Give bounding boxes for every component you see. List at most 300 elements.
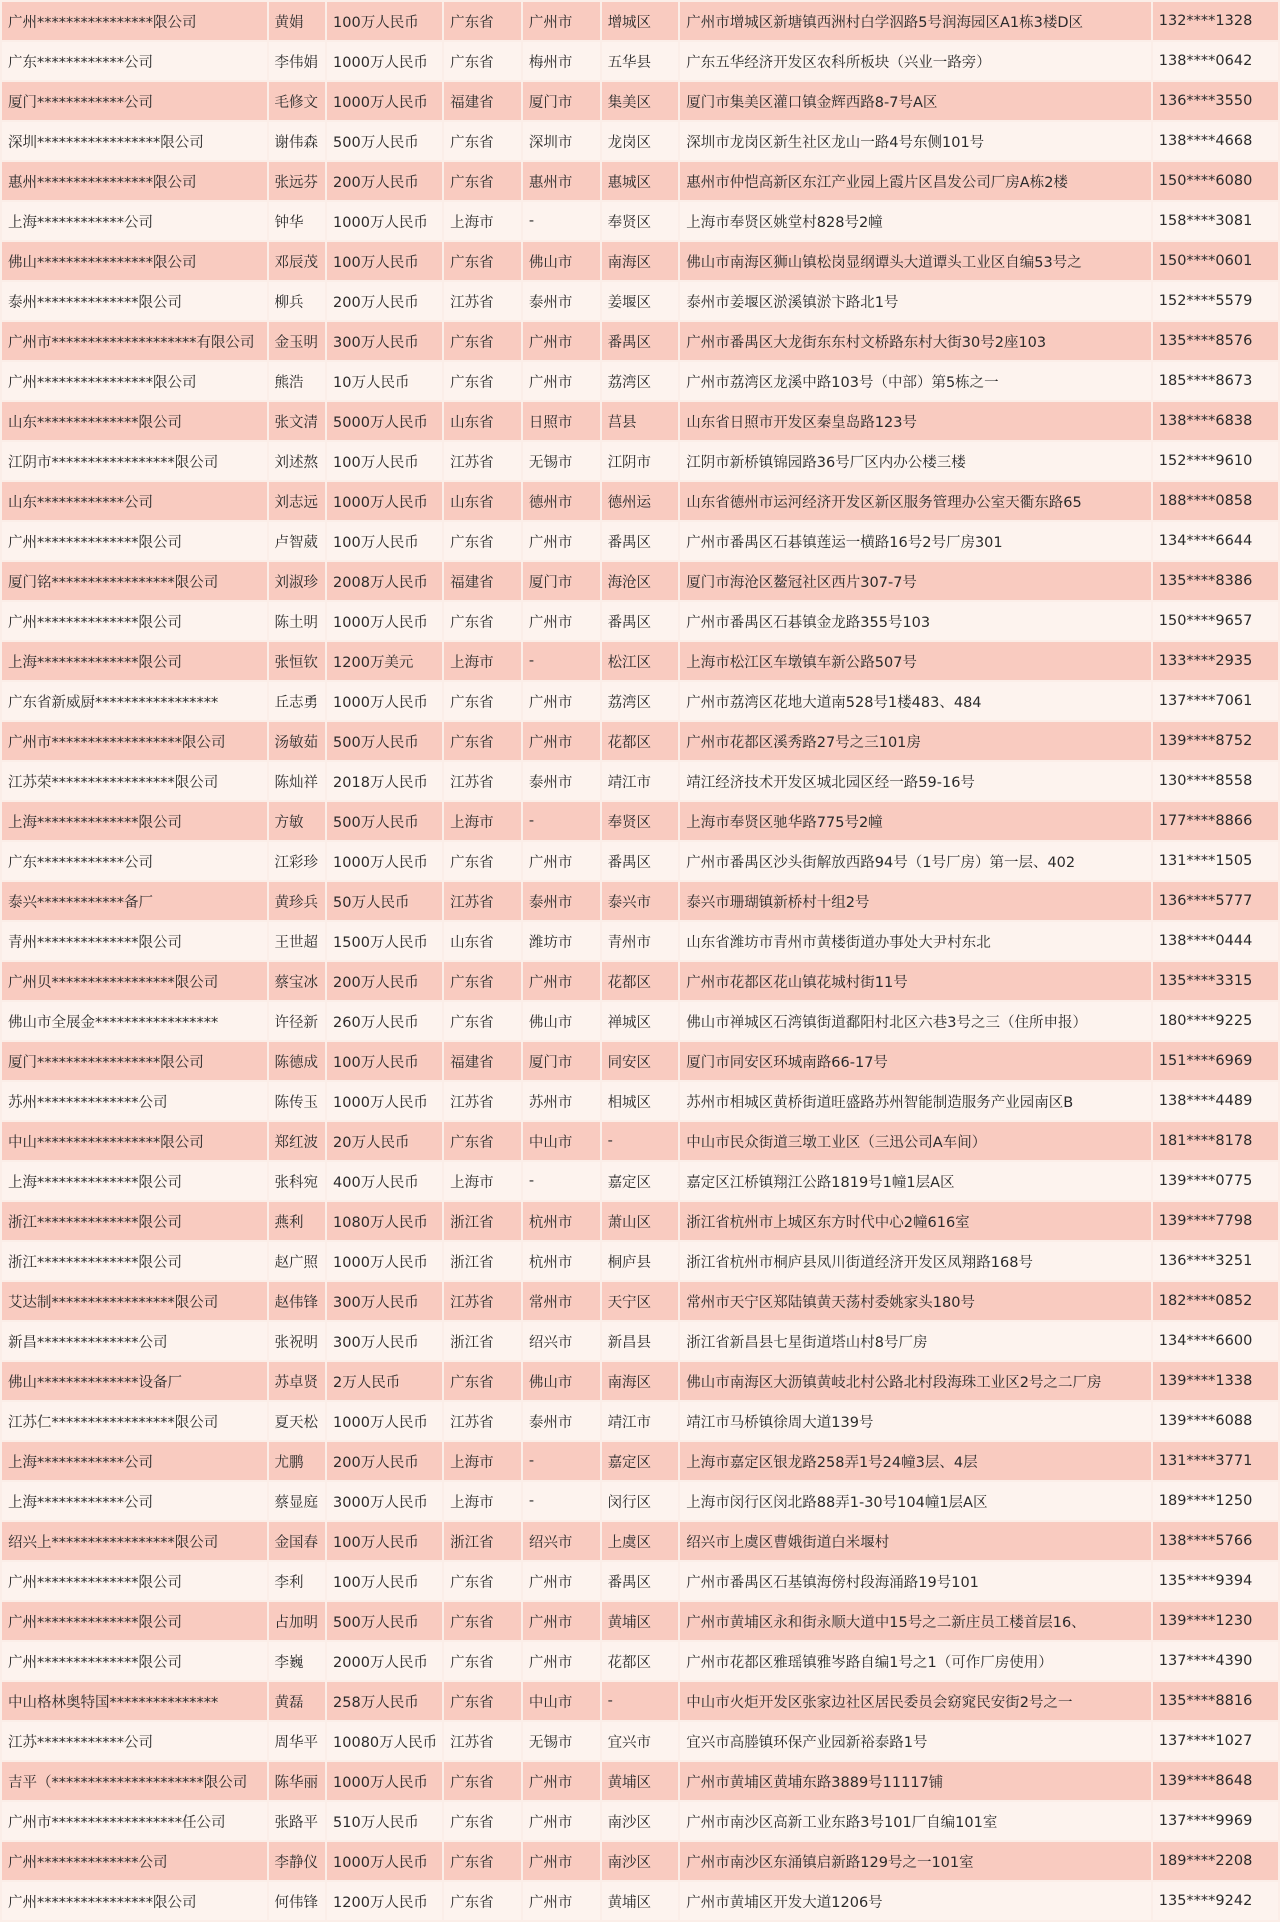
phone-cell: 150****0601 [1153,242,1278,280]
district-cell: 花都区 [602,962,679,1000]
table-row [2,42,1278,80]
contact-name-cell: 燕利 [269,1202,326,1240]
city-cell: 广州市 [523,2,600,40]
registered-capital-cell: 1000万人民币 [327,842,442,880]
province-cell: 上海市 [444,1442,521,1480]
phone-cell: 135****8576 [1153,322,1278,360]
company-name-cell: 厦门铭*****************限公司 [2,562,267,600]
city-cell: - [523,1162,600,1200]
phone-cell: 133****2935 [1153,642,1278,680]
table-row [2,1202,1278,1240]
province-cell: 上海市 [444,802,521,840]
registered-capital-cell: 1080万人民币 [327,1202,442,1240]
province-cell: 广东省 [444,242,521,280]
address-cell: 山东省德州市运河经济开发区新区服务管理办公室天衢东路65 [680,482,1150,520]
city-cell: 常州市 [523,1282,600,1320]
address-cell: 广州市番禺区石基镇海傍村段海涌路19号101 [680,1562,1150,1600]
contact-name-cell: 谢伟森 [269,122,326,160]
address-cell: 广州市黄埔区黄埔东路3889号11117铺 [680,1762,1150,1800]
city-cell: 杭州市 [523,1202,600,1240]
registered-capital-cell: 100万人民币 [327,1522,442,1560]
table-row [2,162,1278,200]
city-cell: 广州市 [523,1642,600,1680]
district-cell: 相城区 [602,1082,679,1120]
city-cell: 梅州市 [523,42,600,80]
contact-name-cell: 柳兵 [269,282,326,320]
table-row [2,482,1278,520]
province-cell: 山东省 [444,402,521,440]
registered-capital-cell: 2008万人民币 [327,562,442,600]
district-cell: 荔湾区 [602,682,679,720]
address-cell: 上海市奉贤区姚堂村828号2幢 [680,202,1150,240]
address-cell: 上海市闵行区闵北路88弄1-30号104幢1层A区 [680,1482,1150,1520]
company-name-cell: 江苏荣*****************限公司 [2,762,267,800]
district-cell: 南沙区 [602,1842,679,1880]
district-cell: 上虞区 [602,1522,679,1560]
registered-capital-cell: 1000万人民币 [327,82,442,120]
address-cell: 广州市番禺区石碁镇金龙路355号103 [680,602,1150,640]
phone-cell: 131****3771 [1153,1442,1278,1480]
city-cell: 广州市 [523,1602,600,1640]
province-cell: 浙江省 [444,1522,521,1560]
province-cell: 广东省 [444,1882,521,1920]
address-cell: 绍兴市上虞区曹娥街道白米堰村 [680,1522,1150,1560]
company-name-cell: 泰州**************限公司 [2,282,267,320]
registered-capital-cell: 3000万人民币 [327,1482,442,1520]
address-cell: 浙江省杭州市桐庐县凤川街道经济开发区凤翔路168号 [680,1242,1150,1280]
city-cell: - [523,202,600,240]
contact-name-cell: 王世超 [269,922,326,960]
city-cell: 广州市 [523,1882,600,1920]
phone-cell: 138****0444 [1153,922,1278,960]
company-name-cell: 吉平（*********************限公司 [2,1762,267,1800]
contact-name-cell: 张科宛 [269,1162,326,1200]
province-cell: 福建省 [444,562,521,600]
contact-name-cell: 江彩珍 [269,842,326,880]
registered-capital-cell: 500万人民币 [327,722,442,760]
registered-capital-cell: 20万人民币 [327,1122,442,1160]
address-cell: 广州市南沙区高新工业东路3号101厂自编101室 [680,1802,1150,1840]
table-row [2,1042,1278,1080]
contact-name-cell: 刘述熬 [269,442,326,480]
contact-name-cell: 毛修文 [269,82,326,120]
registered-capital-cell: 300万人民币 [327,322,442,360]
province-cell: 广东省 [444,722,521,760]
phone-cell: 189****2208 [1153,1842,1278,1880]
district-cell: 嘉定区 [602,1442,679,1480]
district-cell: 青州市 [602,922,679,960]
table-row [2,442,1278,480]
table-row [2,762,1278,800]
city-cell: - [523,802,600,840]
company-name-cell: 上海************公司 [2,1442,267,1480]
registered-capital-cell: 500万人民币 [327,802,442,840]
registered-capital-cell: 1000万人民币 [327,202,442,240]
province-cell: 上海市 [444,1482,521,1520]
district-cell: 南海区 [602,1362,679,1400]
address-cell: 上海市松江区车墩镇车新公路507号 [680,642,1150,680]
contact-name-cell: 陈华丽 [269,1762,326,1800]
phone-cell: 139****8648 [1153,1762,1278,1800]
contact-name-cell: 何伟锋 [269,1882,326,1920]
contact-name-cell: 郑红波 [269,1122,326,1160]
district-cell: 惠城区 [602,162,679,200]
company-name-cell: 佛山****************限公司 [2,242,267,280]
company-name-cell: 广州市******************限公司 [2,722,267,760]
province-cell: 福建省 [444,1042,521,1080]
company-name-cell: 山东**************限公司 [2,402,267,440]
table-row [2,1642,1278,1680]
company-name-cell: 广东************公司 [2,42,267,80]
address-cell: 泰州市姜堰区淤溪镇淤卞路北1号 [680,282,1150,320]
city-cell: 厦门市 [523,1042,600,1080]
address-cell: 广州市黄埔区永和街永顺大道中15号之二新庄员工楼首层16、 [680,1602,1150,1640]
contact-name-cell: 张恒钦 [269,642,326,680]
province-cell: 广东省 [444,2,521,40]
district-cell: 黄埔区 [602,1762,679,1800]
contact-name-cell: 张路平 [269,1802,326,1840]
company-name-cell: 绍兴上*****************限公司 [2,1522,267,1560]
contact-name-cell: 李静仪 [269,1842,326,1880]
address-cell: 山东省日照市开发区秦皇岛路123号 [680,402,1150,440]
address-cell: 广州市番禺区石碁镇莲运一横路16号2号厂房301 [680,522,1150,560]
province-cell: 福建省 [444,82,521,120]
province-cell: 广东省 [444,1642,521,1680]
city-cell: - [523,642,600,680]
phone-cell: 138****4489 [1153,1082,1278,1120]
registered-capital-cell: 2万人民币 [327,1362,442,1400]
province-cell: 广东省 [444,682,521,720]
table-row [2,1722,1278,1760]
phone-cell: 189****1250 [1153,1482,1278,1520]
phone-cell: 135****8386 [1153,562,1278,600]
district-cell: 江阴市 [602,442,679,480]
company-name-cell: 广州**************限公司 [2,602,267,640]
city-cell: 深圳市 [523,122,600,160]
company-name-cell: 广东省新威厨***************** [2,682,267,720]
table-row [2,1882,1278,1920]
table-row [2,1682,1278,1720]
table-row [2,2,1278,40]
phone-cell: 134****6644 [1153,522,1278,560]
province-cell: 江苏省 [444,1082,521,1120]
registered-capital-cell: 200万人民币 [327,962,442,1000]
company-name-cell: 上海************公司 [2,1482,267,1520]
city-cell: 潍坊市 [523,922,600,960]
company-name-cell: 上海************公司 [2,202,267,240]
city-cell: 无锡市 [523,1722,600,1760]
district-cell: 海沧区 [602,562,679,600]
registered-capital-cell: 100万人民币 [327,442,442,480]
address-cell: 佛山市南海区大沥镇黄岐北村公路北村段海珠工业区2号之二厂房 [680,1362,1150,1400]
district-cell: 南海区 [602,242,679,280]
table-row [2,1482,1278,1520]
address-cell: 上海市奉贤区驰华路775号2幢 [680,802,1150,840]
city-cell: 广州市 [523,602,600,640]
address-cell: 广州市黄埔区开发大道1206号 [680,1882,1150,1920]
address-cell: 广州市花都区花山镇花城村街11号 [680,962,1150,1000]
province-cell: 江苏省 [444,762,521,800]
address-cell: 广州市番禺区大龙街东东村文桥路东村大街30号2座103 [680,322,1150,360]
province-cell: 山东省 [444,922,521,960]
registered-capital-cell: 200万人民币 [327,162,442,200]
registered-capital-cell: 2000万人民币 [327,1642,442,1680]
contact-name-cell: 黄珍兵 [269,882,326,920]
company-name-cell: 佛山**************设备厂 [2,1362,267,1400]
table-row [2,962,1278,1000]
city-cell: 广州市 [523,1762,600,1800]
registered-capital-cell: 1000万人民币 [327,1762,442,1800]
table-row [2,1842,1278,1880]
table-row [2,82,1278,120]
registered-capital-cell: 200万人民币 [327,1442,442,1480]
contact-name-cell: 苏卓贤 [269,1362,326,1400]
district-cell: 莒县 [602,402,679,440]
province-cell: 上海市 [444,1162,521,1200]
city-cell: - [523,1442,600,1480]
city-cell: 泰州市 [523,282,600,320]
contact-name-cell: 李利 [269,1562,326,1600]
address-cell: 宜兴市高塍镇环保产业园新裕泰路1号 [680,1722,1150,1760]
company-name-cell: 浙江**************限公司 [2,1242,267,1280]
district-cell: 番禺区 [602,1562,679,1600]
phone-cell: 152****9610 [1153,442,1278,480]
district-cell: - [602,1682,679,1720]
registered-capital-cell: 10万人民币 [327,362,442,400]
address-cell: 广州市南沙区东涌镇启新路129号之一101室 [680,1842,1150,1880]
province-cell: 广东省 [444,1802,521,1840]
company-name-cell: 广州**************限公司 [2,1642,267,1680]
table-row [2,1122,1278,1160]
address-cell: 广州市荔湾区龙溪中路103号（中部）第5栋之一 [680,362,1150,400]
company-name-cell: 广州****************限公司 [2,1882,267,1920]
city-cell: 绍兴市 [523,1322,600,1360]
address-cell: 江阴市新桥镇锦园路36号厂区内办公楼三楼 [680,442,1150,480]
address-cell: 广东五华经济开发区农科所板块（兴业一路旁） [680,42,1150,80]
contact-name-cell: 方敏 [269,802,326,840]
city-cell: 广州市 [523,1562,600,1600]
phone-cell: 135****3315 [1153,962,1278,1000]
phone-cell: 132****1328 [1153,2,1278,40]
address-cell: 广州市增城区新塘镇西洲村白学泅路5号润海园区A1栋3楼D区 [680,2,1150,40]
phone-cell: 139****0775 [1153,1162,1278,1200]
phone-cell: 135****9242 [1153,1882,1278,1920]
table-row [2,1242,1278,1280]
phone-cell: 177****8866 [1153,802,1278,840]
table-row [2,1442,1278,1480]
contact-name-cell: 张远芬 [269,162,326,200]
company-name-cell: 广州**************公司 [2,1842,267,1880]
contact-name-cell: 金玉明 [269,322,326,360]
phone-cell: 137****1027 [1153,1722,1278,1760]
district-cell: 花都区 [602,1642,679,1680]
registered-capital-cell: 510万人民币 [327,1802,442,1840]
district-cell: 靖江市 [602,762,679,800]
registered-capital-cell: 1000万人民币 [327,682,442,720]
district-cell: 番禺区 [602,842,679,880]
phone-cell: 137****7061 [1153,682,1278,720]
address-cell: 广州市荔湾区花地大道南528号1楼483、484 [680,682,1150,720]
table-row [2,522,1278,560]
district-cell: 荔湾区 [602,362,679,400]
table-row [2,1522,1278,1560]
company-name-cell: 江苏仁*****************限公司 [2,1402,267,1440]
district-cell: 番禺区 [602,522,679,560]
province-cell: 广东省 [444,322,521,360]
district-cell: 宜兴市 [602,1722,679,1760]
province-cell: 广东省 [444,362,521,400]
province-cell: 广东省 [444,522,521,560]
city-cell: 德州市 [523,482,600,520]
district-cell: 禅城区 [602,1002,679,1040]
phone-cell: 138****4668 [1153,122,1278,160]
phone-cell: 135****9394 [1153,1562,1278,1600]
district-cell: 靖江市 [602,1402,679,1440]
company-name-cell: 厦门************公司 [2,82,267,120]
table-row [2,122,1278,160]
table-row [2,1322,1278,1360]
contact-name-cell: 周华平 [269,1722,326,1760]
table-row [2,362,1278,400]
company-name-cell: 苏州**************公司 [2,1082,267,1120]
company-name-cell: 佛山市全展金***************** [2,1002,267,1040]
province-cell: 广东省 [444,122,521,160]
registered-capital-cell: 258万人民币 [327,1682,442,1720]
company-name-cell: 广州**************限公司 [2,522,267,560]
phone-cell: 139****1230 [1153,1602,1278,1640]
district-cell: 嘉定区 [602,1162,679,1200]
registered-capital-cell: 200万人民币 [327,282,442,320]
contact-name-cell: 黄娟 [269,2,326,40]
district-cell: 德州运 [602,482,679,520]
city-cell: 中山市 [523,1122,600,1160]
company-name-cell: 中山*****************限公司 [2,1122,267,1160]
registered-capital-cell: 100万人民币 [327,242,442,280]
phone-cell: 139****6088 [1153,1402,1278,1440]
company-name-cell: 广州市********************有限公司 [2,322,267,360]
company-name-cell: 山东************公司 [2,482,267,520]
registered-capital-cell: 100万人民币 [327,2,442,40]
phone-cell: 151****6969 [1153,1042,1278,1080]
address-cell: 佛山市禅城区石湾镇街道鄱阳村北区六巷3号之三（住所申报） [680,1002,1150,1040]
district-cell: 姜堰区 [602,282,679,320]
contact-name-cell: 汤敏茹 [269,722,326,760]
contact-name-cell: 张文清 [269,402,326,440]
city-cell: 广州市 [523,682,600,720]
table-row [2,682,1278,720]
address-cell: 厦门市集美区灌口镇金辉西路8-7号A区 [680,82,1150,120]
address-cell: 嘉定区江桥镇翔江公路1819号1幢1层A区 [680,1162,1150,1200]
province-cell: 广东省 [444,1842,521,1880]
province-cell: 山东省 [444,482,521,520]
city-cell: 佛山市 [523,242,600,280]
company-name-cell: 上海**************限公司 [2,802,267,840]
registered-capital-cell: 1000万人民币 [327,1242,442,1280]
phone-cell: 150****6080 [1153,162,1278,200]
district-cell: 黄埔区 [602,1882,679,1920]
phone-cell: 137****9969 [1153,1802,1278,1840]
province-cell: 广东省 [444,962,521,1000]
registered-capital-cell: 1000万人民币 [327,602,442,640]
city-cell: 广州市 [523,842,600,880]
city-cell: 惠州市 [523,162,600,200]
address-cell: 深圳市龙岗区新生社区龙山一路4号东侧101号 [680,122,1150,160]
registered-capital-cell: 100万人民币 [327,1042,442,1080]
address-cell: 苏州市相城区黄桥街道旺盛路苏州智能制造服务产业园南区B [680,1082,1150,1120]
district-cell: 黄埔区 [602,1602,679,1640]
company-name-cell: 广州**************限公司 [2,1562,267,1600]
city-cell: 广州市 [523,962,600,1000]
district-cell: 闵行区 [602,1482,679,1520]
registered-capital-cell: 5000万人民币 [327,402,442,440]
city-cell: 苏州市 [523,1082,600,1120]
registered-capital-cell: 300万人民币 [327,1282,442,1320]
province-cell: 广东省 [444,1122,521,1160]
registered-capital-cell: 1500万人民币 [327,922,442,960]
phone-cell: 180****9225 [1153,1002,1278,1040]
table-row [2,642,1278,680]
city-cell: 绍兴市 [523,1522,600,1560]
phone-cell: 138****0642 [1153,42,1278,80]
table-row [2,802,1278,840]
registered-capital-cell: 1000万人民币 [327,1842,442,1880]
phone-cell: 136****3550 [1153,82,1278,120]
company-name-cell: 厦门*****************限公司 [2,1042,267,1080]
province-cell: 浙江省 [444,1242,521,1280]
city-cell: 广州市 [523,1802,600,1840]
phone-cell: 137****4390 [1153,1642,1278,1680]
registered-capital-cell: 1200万人民币 [327,1882,442,1920]
address-cell: 广州市花都区雅瑶镇雅岑路自编1号之1（可作厂房使用） [680,1642,1150,1680]
company-name-cell: 上海**************限公司 [2,642,267,680]
city-cell: 泰州市 [523,762,600,800]
registered-capital-cell: 100万人民币 [327,522,442,560]
contact-name-cell: 钟华 [269,202,326,240]
city-cell: 泰州市 [523,882,600,920]
city-cell: 中山市 [523,1682,600,1720]
district-cell: 松江区 [602,642,679,680]
city-cell: 广州市 [523,1842,600,1880]
address-cell: 浙江省新昌县七星街道塔山村8号厂房 [680,1322,1150,1360]
province-cell: 广东省 [444,842,521,880]
phone-cell: 138****5766 [1153,1522,1278,1560]
district-cell: 天宁区 [602,1282,679,1320]
table-row [2,1402,1278,1440]
province-cell: 广东省 [444,1602,521,1640]
company-name-cell: 江苏************公司 [2,1722,267,1760]
phone-cell: 185****8673 [1153,362,1278,400]
district-cell: 番禺区 [602,602,679,640]
phone-cell: 136****5777 [1153,882,1278,920]
table-row [2,562,1278,600]
company-name-cell: 泰兴************备厂 [2,882,267,920]
contact-name-cell: 赵伟锋 [269,1282,326,1320]
phone-cell: 188****0858 [1153,482,1278,520]
district-cell: 南沙区 [602,1802,679,1840]
address-cell: 山东省潍坊市青州市黄楼街道办事处大尹村东北 [680,922,1150,960]
province-cell: 广东省 [444,1682,521,1720]
contact-name-cell: 赵广照 [269,1242,326,1280]
province-cell: 江苏省 [444,1402,521,1440]
company-name-cell: 青州**************限公司 [2,922,267,960]
company-name-cell: 上海**************限公司 [2,1162,267,1200]
contact-name-cell: 陈灿祥 [269,762,326,800]
province-cell: 江苏省 [444,1282,521,1320]
address-cell: 惠州市仲恺高新区东江产业园上霞片区昌发公司厂房A栋2楼 [680,162,1150,200]
province-cell: 广东省 [444,1762,521,1800]
province-cell: 广东省 [444,42,521,80]
contact-name-cell: 尤鹏 [269,1442,326,1480]
